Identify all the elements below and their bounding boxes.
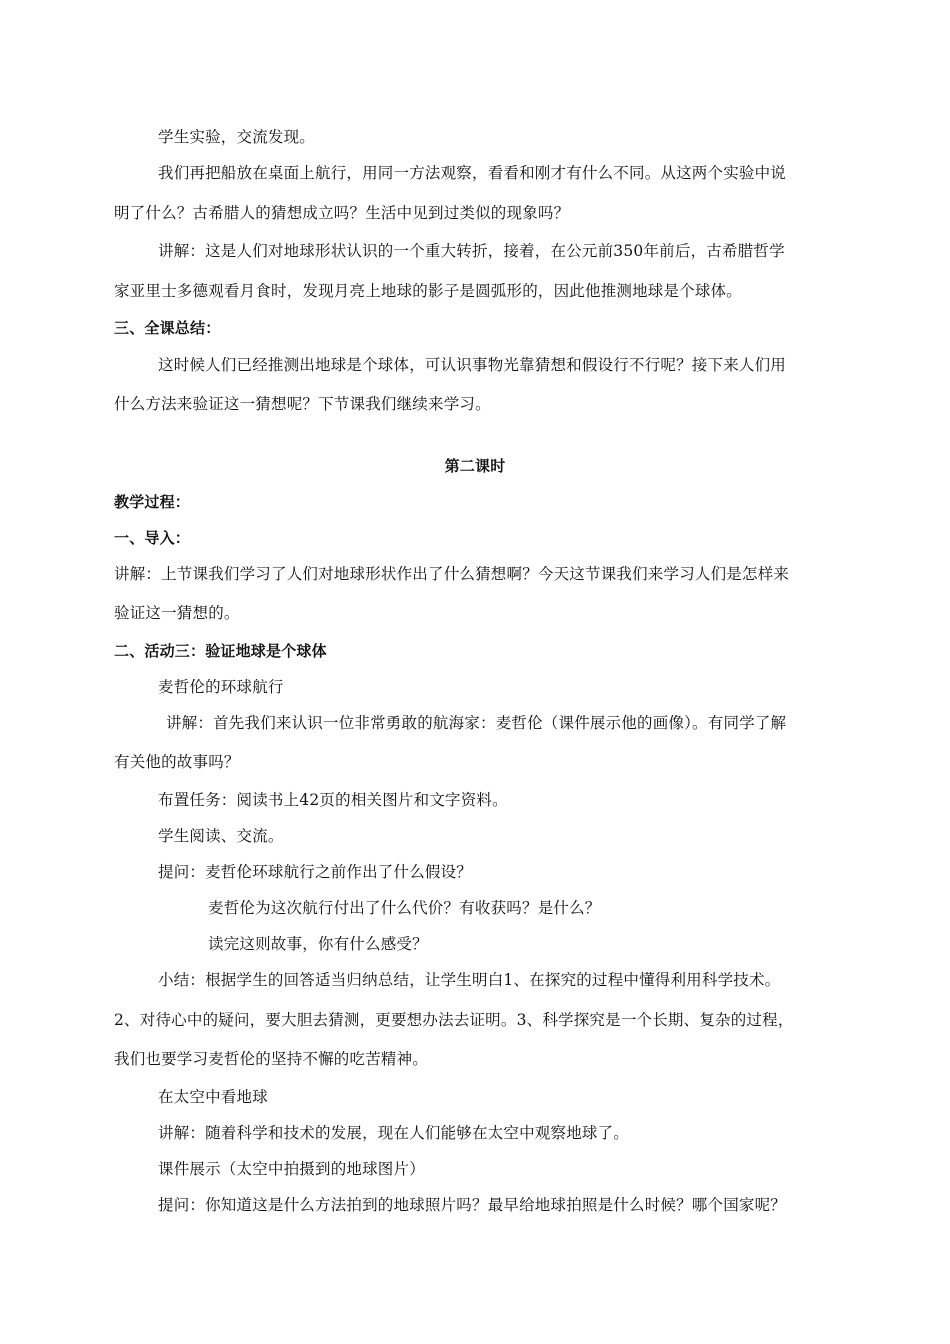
paragraph-line: 学生实验，交流发现。	[158, 128, 316, 146]
paragraph-line: 提问：麦哲伦环球航行之前作出了什么假设？	[158, 863, 473, 881]
lesson-title: 第二课时	[444, 457, 506, 475]
paragraph-line: 学生阅读、交流。	[158, 827, 284, 845]
paragraph-line: 讲解：随着科学和技术的发展，现在人们能够在太空中观察地球了。	[158, 1124, 630, 1142]
paragraph-line: 讲解：上节课我们学习了人们对地球形状作出了什么猜想啊？今天这节课我们来学习人们是怎样来	[114, 565, 790, 583]
paragraph-line: 课件展示（太空中拍摄到的地球图片）	[158, 1160, 425, 1178]
paragraph-line: 讲解：这是人们对地球形状认识的一个重大转折，接着，在公元前350年前后，古希腊哲学	[158, 242, 785, 260]
section-heading: 一、导入：	[114, 529, 191, 547]
paragraph-line: 什么方法来验证这一猜想呢？下节课我们继续来学习。	[114, 395, 491, 413]
paragraph-line: 家亚里士多德观看月食时，发现月亮上地球的影子是圆弧形的，因此他推测地球是个球体。	[114, 282, 743, 300]
paragraph-line: 麦哲伦为这次航行付出了什么代价？有收获吗？是什么？	[208, 899, 601, 917]
subsection-title: 在太空中看地球	[158, 1088, 268, 1106]
section-heading: 二、活动三：验证地球是个球体	[114, 642, 327, 660]
paragraph-line: 有关他的故事吗？	[114, 753, 240, 771]
section-heading: 三、全课总结：	[114, 319, 221, 337]
paragraph-line: 我们也要学习麦哲伦的坚持不懈的吃苦精神。	[114, 1050, 429, 1068]
paragraph-line: 小结：根据学生的回答适当归纳总结，让学生明白1、在探究的过程中懂得利用科学技术。	[158, 971, 781, 989]
paragraph-line: 提问：你知道这是什么方法拍到的地球照片吗？最早给地球拍照是什么时候？哪个国家呢？	[158, 1196, 787, 1214]
section-heading: 教学过程：	[114, 493, 191, 511]
paragraph-line: 布置任务：阅读书上42页的相关图片和文字资料。	[158, 791, 508, 809]
paragraph-line: 验证这一猜想的。	[114, 604, 240, 622]
paragraph-line: 明了什么？古希腊人的猜想成立吗？生活中见到过类似的现象吗？	[114, 204, 570, 222]
paragraph-line: 讲解：首先我们来认识一位非常勇敢的航海家：麦哲伦（课件展示他的画像）。有同学了解	[166, 714, 787, 732]
paragraph-line: 2、对待心中的疑问，要大胆去猜测，更要想办法去证明。3、科学探究是一个长期、复杂的过程，	[114, 1011, 794, 1029]
paragraph-line: 我们再把船放在桌面上航行，用同一方法观察，看看和刚才有什么不同。从这两个实验中说	[158, 164, 787, 182]
subsection-title: 麦哲伦的环球航行	[158, 678, 284, 696]
paragraph-line: 这时候人们已经推测出地球是个球体，可认识事物光靠猜想和假设行不行呢？接下来人们用	[158, 356, 787, 374]
paragraph-line: 读完这则故事，你有什么感受？	[208, 935, 428, 953]
